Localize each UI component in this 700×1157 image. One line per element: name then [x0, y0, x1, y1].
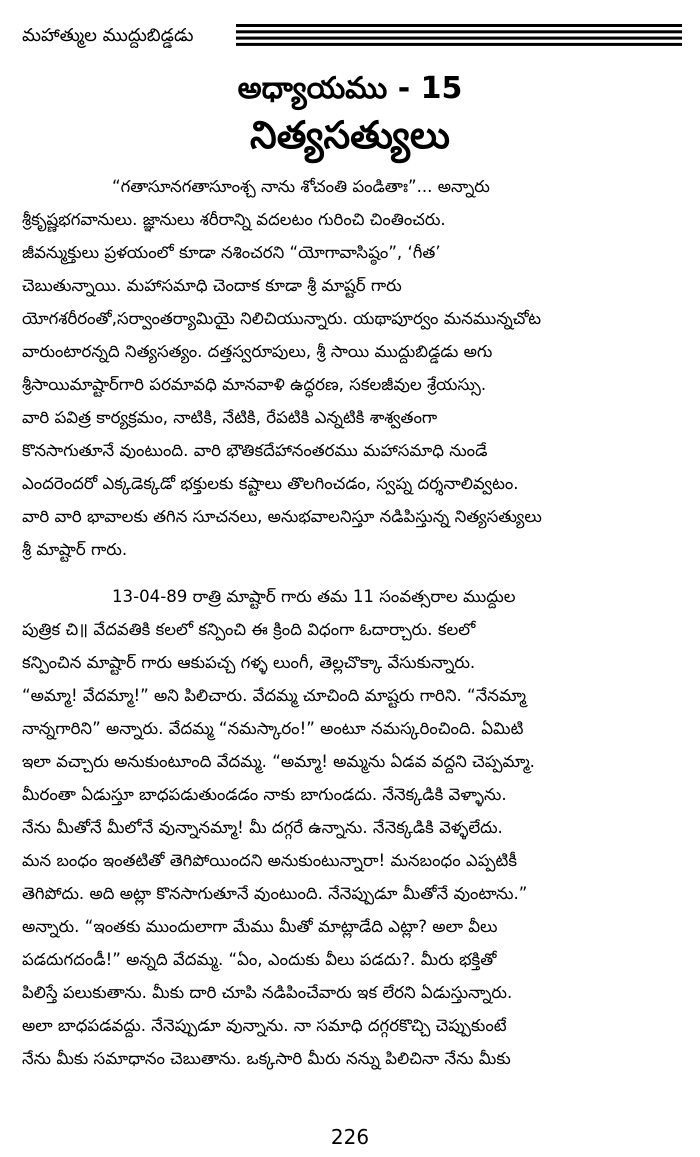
text-line: మన బంధం ఇంతటితో తెగిపోయిందని అనుకుంటున్నారా! మనబంధం ఎప్పటికీ	[22, 851, 518, 870]
text-line: ఇలా వచ్చారు అనుకుంటూంది వేదమ్మ. “అమ్మా! అమ్మను ఏడవ వద్దని చెప్పమ్మా.	[22, 752, 535, 771]
text-line: మీరంతా ఏడుస్తూ బాధపడుతుండడం నాకు బాగుండదు. నేనెక్కడికి వెళ్ళాను.	[22, 785, 507, 804]
text-line: పుత్రిక చి॥ వేదవతికి కలలో కన్పించి ఈ క్రింది విధంగా ఓదార్చారు. కలలో	[22, 620, 476, 639]
text-line: అలా బాధపడవద్దు. నేనెప్పుడూ వున్నాను. నా సమాధి దగ్గరకొచ్చి చెప్పుకుంటే	[22, 1016, 507, 1035]
text-line: నేను మీతోనే మీలోనే వున్నానమ్మా! మీ దగ్గరే ఉన్నాను. నేనెక్కడికి వెళ్ళలేదు.	[22, 818, 503, 837]
chapter-label: అధ్యాయము - 15	[237, 71, 463, 106]
text-line: నాన్నగారిని” అన్నారు. వేదమ్మ “నమస్కారం!” అంటూ నమస్కరించింది. ఏమిటి	[22, 719, 524, 738]
paragraph-1	[22, 170, 676, 566]
text-line: పిలిస్తే పలుకుతాను. మీకు దారి చూపి నడిపించేవారు ఇక లేరని ఏడుస్తున్నారు.	[22, 983, 513, 1002]
text-line: నేను మీకు సమాధానం చెబుతాను. ఒక్కసారి మీరు నన్ను పిలిచినా నేను మీకు	[22, 1049, 511, 1068]
text-line: చెబుతున్నాయి. మహాసమాధి చెందాక కూడా శ్రీ మాష్టర్ గారు	[22, 276, 402, 295]
text-line: “గతాసూనగతాసూంశ్చ నాను శోచంతి పండితాః”... అన్నారు	[112, 177, 490, 196]
text-line: వారి పవిత్ర కార్యక్రమం, నాటికి, నేటికి, రేపటికి ఎన్నటికి శాశ్వతంగా	[22, 408, 438, 427]
text-line: వారుంటారన్నది నిత్యసత్యం. దత్తస్వరూపులు, శ్రీ సాయి ముద్దుబిడ్డడు అగు	[22, 342, 493, 361]
text-line: పడదుగదండీ!” అన్నది వేదమ్మ. “ఏం, ఎందుకు వీలు పడదు?. మీరు భక్తితో	[22, 950, 497, 969]
text-line: కొనసాగుతూనే వుంటుంది. వారి భౌతికదేహానంతరము మహాసమాధి నుండే	[22, 441, 488, 460]
text-line: ఎందరెందరో ఎక్కడెక్కడో భక్తులకు కష్టాలు తొలగించడం, స్వప్న దర్శనాలివ్వటం.	[22, 474, 519, 493]
text-line: వారి వారి భావాలకు తగిన సూచనలు, అనుభవాలనిస్తూ నడిపిస్తున్న నిత్యసత్యులు	[22, 507, 542, 526]
page-number: 226	[330, 1125, 370, 1149]
text-line: తెగిపోదు. అది అట్లా కొనసాగుతూనే వుంటుంది. నేనెప్పుడూ మీతోనే వుంటాను.”	[22, 884, 528, 903]
text-line: శ్రీ మాష్టార్ గారు.	[22, 540, 128, 559]
text-line: శ్రీసాయిమాష్టార్‌గారి పరమావధి మానవాళి ఉద్ధరణ, సకలజీవుల శ్రేయస్సు.	[22, 375, 487, 394]
text-line: జీవన్ముక్తులు ప్రళయంలో కూడా నశించరని “యోగావాసిష్ఠం”, ‘గీత’	[22, 243, 441, 262]
chapter-title: నిత్యసత్యులు	[250, 113, 450, 157]
text-line: యోగశరీరంతో,సర్వాంతర్యామియై నిలిచియున్నారు. యథాపూర్వం మనమున్నచోట	[22, 309, 542, 328]
running-header	[22, 16, 682, 52]
text-line: “అమ్మా! వేదమ్మా!” అని పిలిచారు. వేదమ్మ చూచింది మాష్టరు గారిని. “నేనమ్మా	[22, 686, 527, 705]
text-line: అన్నారు. “ఇంతకు ముందులాగా మేము మీతో మాట్లాడేది ఎట్లా? అలా వీలు	[22, 917, 498, 936]
running-title: మహాత్ముల ముద్దుబిడ్డడు	[22, 25, 194, 46]
paragraph-gap	[22, 566, 676, 580]
text-line: కన్పించిన మాష్టార్ గారు ఆకుపచ్చ గళ్ళ లుంగీ, తెల్లచొక్కా వేసుకున్నారు.	[22, 653, 476, 672]
body-text	[22, 170, 676, 1075]
text-line: 13-04-89 రాత్రి మాష్టార్ గారు తమ 11 సంవత్సరాల ముద్దుల	[112, 587, 516, 606]
text-line: శ్రీకృష్ణభగవానులు. జ్ఞానులు శరీరాన్ని వదలటం గురించి చింతించరు.	[22, 210, 446, 229]
header-rule-lines	[236, 24, 682, 46]
paragraph-2	[22, 580, 676, 1075]
